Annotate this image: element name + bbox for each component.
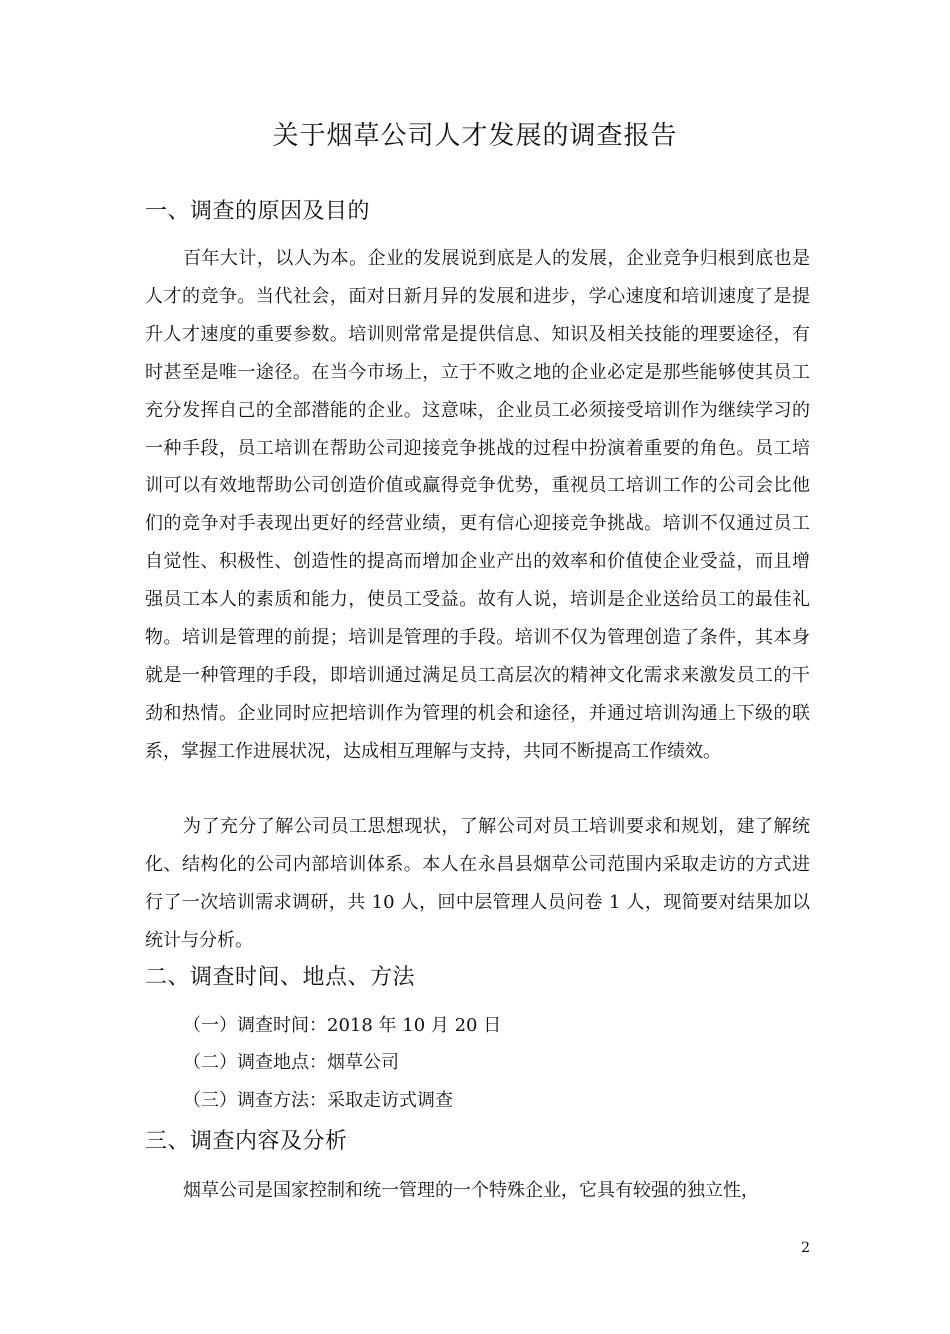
section-3-paragraph-1: 烟草公司是国家控制和统一管理的一个特殊企业，它具有较强的独立性， [183,1180,759,1201]
survey-method-item: （三）调查方法：采取走访式调查 [183,1090,453,1111]
survey-time-item: （一）调查时间：2018 年 10 月 20 日 [183,1015,502,1036]
page-number: 2 [801,1240,810,1256]
survey-location-item: （二）调查地点：烟草公司 [183,1052,399,1073]
section-heading-1: 一、调查的原因及目的 [145,199,371,224]
document-title: 关于烟草公司人才发展的调查报告 [272,121,678,151]
section-heading-3: 三、调查内容及分析 [145,1129,348,1154]
section-1-paragraph-1: 百年大计，以人为本。企业的发展说到底是人的发展，企业竞争归根到底也是人才的竞争。当代社会，面对日新月异的发展和进步，学心速度和培训速度了是提升人才速度的重要参数。培训则常常是提供信息、知识及相关技能的理要途径，有时甚至是唯一途径。在当今市场上，立于不败之地的企业必定是那些能够使其员工充分发挥自己的全部潜能的企业。这意味，企业员工必须接受培训作为继续学习的一种手段，员工培训在帮助公司迎接竞争挑战的过程中扮演着重要的角色。员工培训可以有效地帮助公司创造价值或赢得竞争优势，重视员工培训工作的公司会比他们的竞争对手表现出更好的经营业绩，更有信心迎接竞争挑战。培训不仅通过员工自觉性、积极性、创造性的提高而增加企业产出的效率和价值使企业受益，而且增强员工本人的素质和能力，使员工受益。故有人说，培训是企业送给员工的最佳礼物。培训是管理的前提；培训是管理的手段。培训不仅为管理创造了条件，其本身就是一种管理的手段，即培训通过满足员工高层次的精神文化需求来激发员工的干劲和热情。企业同时应把培训作为管理的机会和途径，并通过培训沟通上下级的联系，掌握工作进展状况，达成相互理解与支持，共同不断提高工作绩效。 [145,248,810,762]
section-1-paragraph-2: 为了充分了解公司员工思想现状，了解公司对员工培训要求和规划，建了解统化、结构化的公司内部培训体系。本人在永昌县烟草公司范围内采取走访的方式进行了一次培训需求调研，共 10 人，回中层管理人员问卷 1 人，现简要对结果加以统计与分析。 [145,816,810,951]
section-heading-2: 二、调查时间、地点、方法 [145,965,416,990]
